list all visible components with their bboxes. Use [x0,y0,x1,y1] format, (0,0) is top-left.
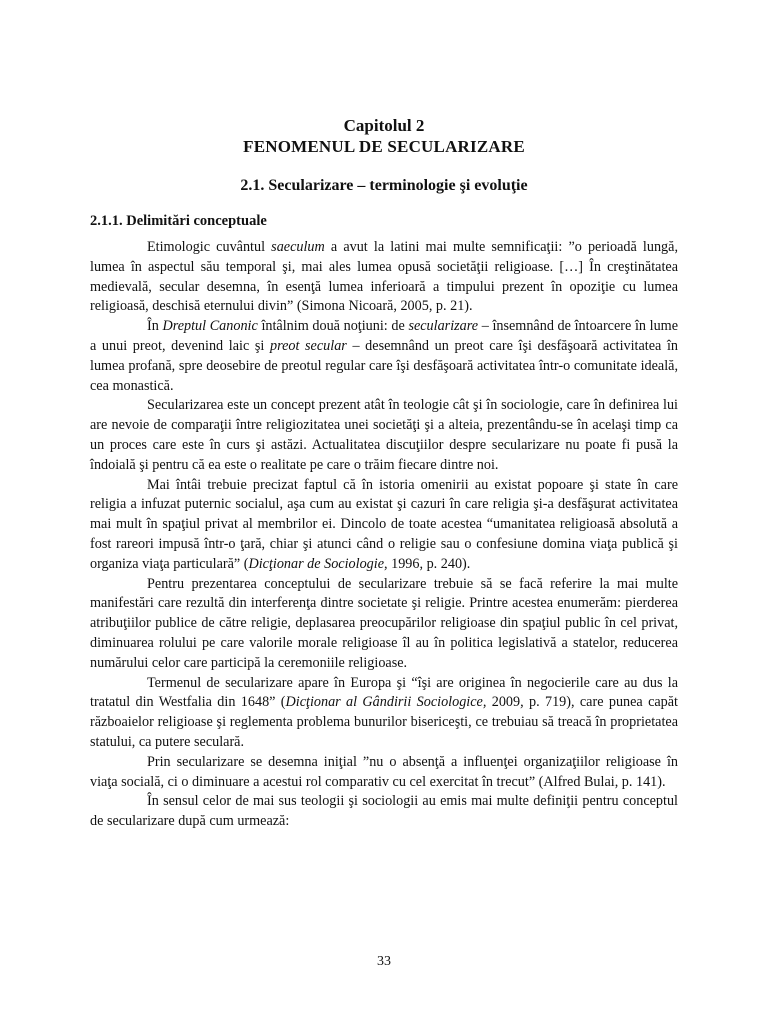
italic-citation: Dicţionar al Gândirii Sociologice, [285,694,487,711]
paragraph-2 [90,317,678,396]
paragraph-text: Secularizarea este un concept prezent atât în teologie cât şi în sociologie, care în definirea lui are nevoie de comparaţii între religiozitatea unei societăţi şi a alteia, prezentându-se în acelaşi timp ca un proces care este în curs şi astăzi. Actualitatea discuţiilor despre secularizare nu poate fi pusă la îndoială şi pentru că ea este o realitate pe care o trăim fiecare dintre noi. [90,397,678,473]
paragraph-text: 2009, p. 719), care punea capăt războaielor religioase şi reglementa problema bunurilor bisericeşti, ce trebuiau să treacă în proprietatea statului, ca putere seculară. [90,694,678,750]
paragraph-text: În [147,318,163,335]
section-title: 2.1. Secularizare – terminologie şi evoluţie [240,177,528,194]
paragraph-1 [90,238,678,317]
chapter-title: FENOMENUL DE SECULARIZARE [243,137,525,156]
subsection-title: 2.1.1. Delimitări conceptuale [90,213,267,229]
paragraph-text: întâlnim două noţiuni: de [257,318,409,335]
italic-term: Dreptul Canonic [162,318,258,335]
chapter-number: Capitolul 2 [343,116,425,135]
paragraph-5 [90,575,678,674]
paragraph-8 [90,792,678,832]
paragraph-text: , 1996, p. 240). [384,555,471,572]
italic-term: secularizare [408,318,479,335]
paragraph-text: Prin secularizare se desemna iniţial ”nu o absenţă a influenţei organizaţiilor religioase în viaţa socială, ci o diminuare a acestui rol comparativ cu cel exercitat în trecut” (Alfred Bulai, p. 141). [90,753,678,790]
page-number: 33 [377,954,391,969]
paragraph-text: Pentru prezentarea conceptului de secularizare trebuie să se facă referire la mai multe manifestări care rezultă din interferenţa dintre societate şi religie. Printre acestea enumerăm: pierderea atribuţiilor publice de către religie, deplasarea preocupărilor religioase din spaţiul public în cel privat, diminuarea rolului pe care valorile morale religioase îl au în politica legislativă a statelor, reducerea numărului celor care participă la ceremoniile religioase. [90,575,678,671]
body-text [90,238,678,832]
paragraph-text: Termenul de secularizare apare în Europa şi “îşi are originea în negocierile care au dus la tratatul din Westfalia din 1648” ( [90,674,678,711]
italic-term: preot secular [269,337,347,354]
paragraph-6 [90,674,678,753]
paragraph-text: – desemnând un preot care îşi desfăşoară activitatea în lumea profană, spre deosebire de preotul regular care îşi desfăşoară activitatea într-o comunitate ideală, cea monastică. [90,337,679,394]
paragraph-3 [90,396,678,475]
paragraph-text: a avut la latini mai multe semnificaţii: ”o perioadă lungă, lumea în aspectul său temporal şi, mai ales lumea opusă societăţii religioase. […] În creştinătatea medievală, secular desemna, în esenţă lumea inferioară a timpului prezent în opoziţie cu lumea religioasă, deschisă eternului divin” (Simona Nicoară, 2005, p. 21). [90,239,678,315]
paragraph-text: În sensul celor de mai sus teologii şi sociologii au emis mai multe definiţii pentru conceptul de secularizare după cum urmează: [90,793,678,830]
paragraph-7 [90,753,678,793]
paragraph-text: Mai întâi trebuie precizat faptul că în istoria omenirii au existat popoare şi state în care religia a infuzat puternic socialul, aşa cum au existat şi cazuri în care religia şi-a desfăşurat activitatea mai mult în spaţiul privat al membrilor ei. Dincolo de toate acestea “umanitatea religioasă absolută a fost rareori impusă într-o ţară, chiar şi atunci când o religie sau o confesiune domina viaţa publică şi organiza viaţa particulară” ( [90,476,678,572]
paragraph-text: Etimologic cuvântul [147,239,272,255]
italic-citation: Dicţionar de Sociologie [248,555,385,572]
paragraph-4 [90,476,678,575]
italic-term: saeculum [271,239,325,255]
paragraph-text: – însemnând de întoarcere în lume a unui preot, devenind laic şi [90,318,678,354]
